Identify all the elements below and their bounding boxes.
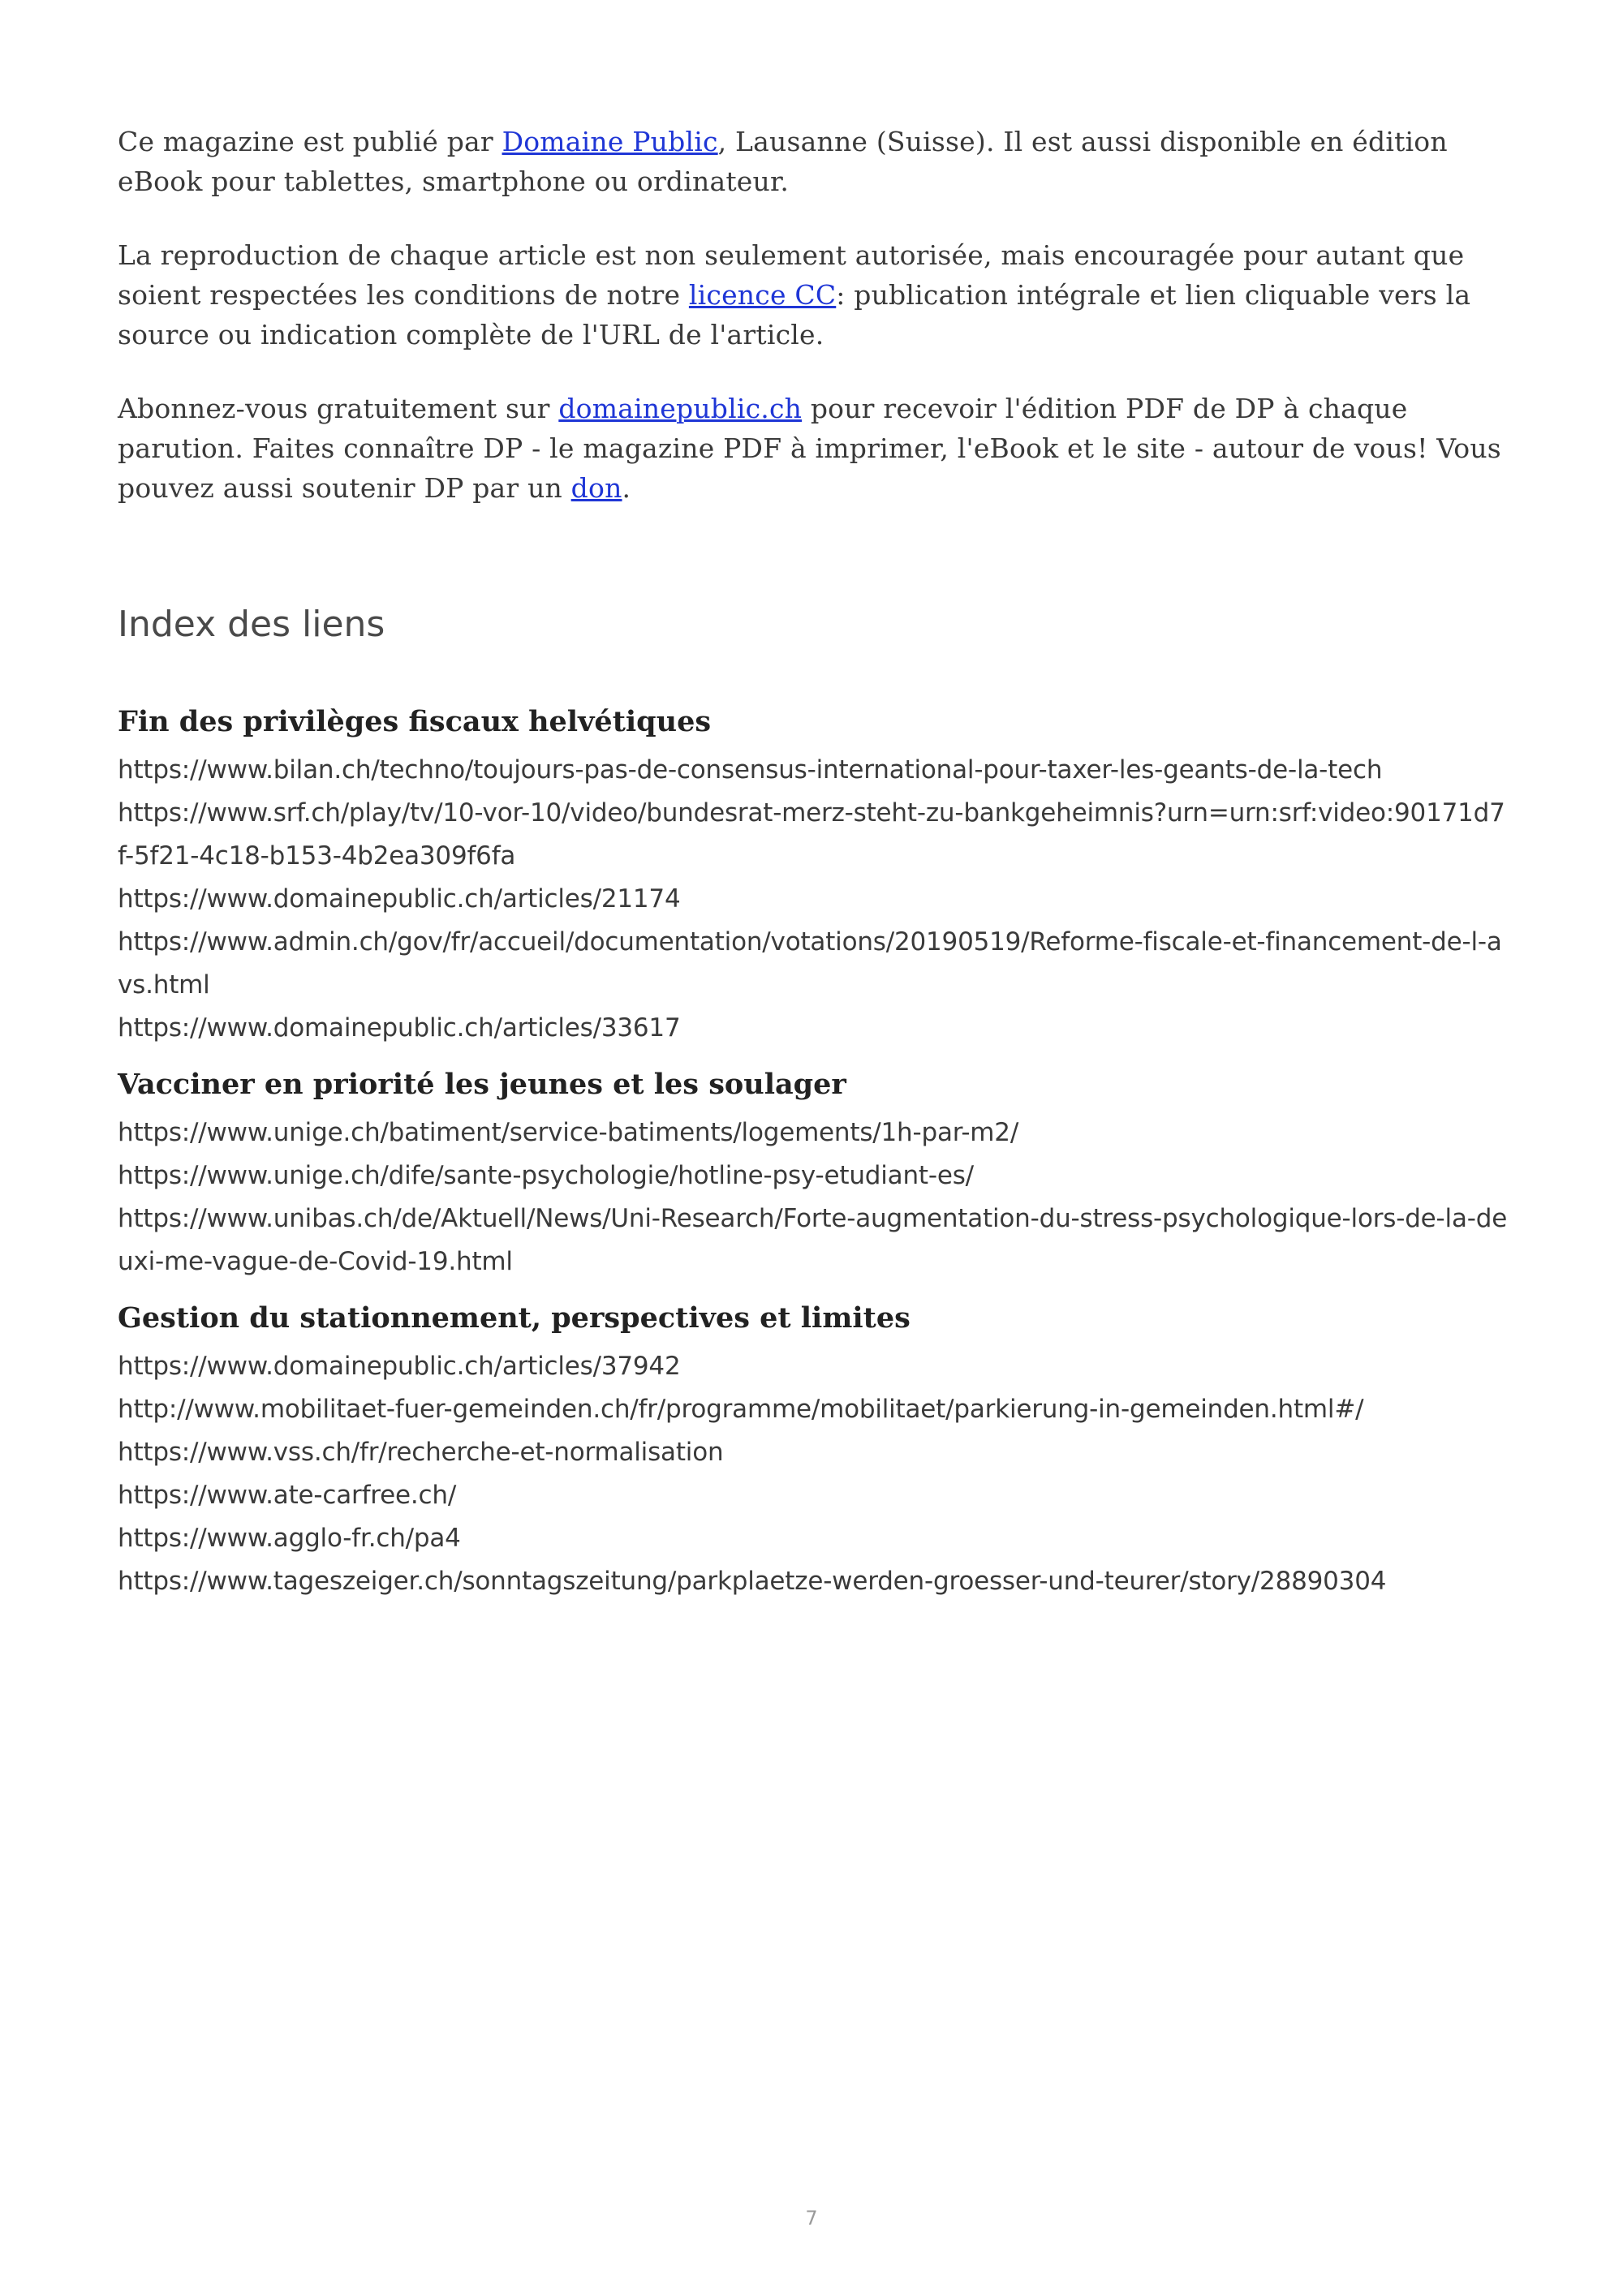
link-section-vaccination [118, 1066, 1509, 1283]
text-span: pour recevoir l'édition PDF de DP à chaque parution. Faites connaître DP - le magazine PDF à imprimer, l'eBook et le site - autour de vous! Vous pouvez aussi soutenir DP par un [118, 393, 1501, 504]
intro-paragraph-publisher [118, 122, 1509, 201]
section-heading: Vacciner en priorité les jeunes et les soulager [118, 1068, 846, 1101]
licence-cc-link[interactable]: licence CC [688, 279, 837, 311]
text-span: . [622, 472, 631, 504]
url-link[interactable]: https://www.domainepublic.ch/articles/37942 [118, 1352, 681, 1381]
page-number: 7 [805, 2207, 818, 2229]
index-title: Index des liens [118, 604, 385, 645]
intro-paragraph-subscribe [118, 389, 1509, 508]
url-link[interactable]: https://www.srf.ch/play/tv/10-vor-10/video/bundesrat-merz-steht-zu-bankgeheimnis?urn=urn:srf:video:90171d7f-5f21-4c18-b153-4b2ea309f6fa [118, 798, 1505, 871]
text-span: Ce magazine est publié par [118, 126, 502, 157]
url-link[interactable]: https://www.bilan.ch/techno/toujours-pas-de-consensus-international-pour-taxer-les-geants-de-la-tech [118, 755, 1383, 785]
url-link[interactable]: https://www.unibas.ch/de/Aktuell/News/Uni-Research/Forte-augmentation-du-stress-psychologique-lors-de-la-deuxi-me-vague-de-Covid-19.html [118, 1204, 1508, 1276]
url-link[interactable]: https://www.domainepublic.ch/articles/21174 [118, 884, 681, 914]
intro-paragraph-license [118, 235, 1509, 355]
url-link[interactable]: https://www.ate-carfree.ch/ [118, 1481, 457, 1510]
url-link[interactable]: https://www.domainepublic.ch/articles/33617 [118, 1013, 681, 1043]
text-span: : publication intégrale et lien cliquable vers la source ou indication complète de l'URL de l'article. [118, 279, 1471, 350]
text-span: Abonnez-vous gratuitement sur [118, 393, 559, 424]
section-heading: Gestion du stationnement, perspectives et limites [118, 1301, 911, 1335]
url-link[interactable]: https://www.agglo-fr.ch/pa4 [118, 1524, 461, 1553]
text-span: , Lausanne (Suisse). Il est aussi disponible en édition eBook pour tablettes, smartphone ou ordinateur. [118, 126, 1448, 197]
domainepublic-link[interactable]: domainepublic.ch [558, 393, 803, 424]
text-span: La reproduction de chaque article est non seulement autorisée, mais encouragée pour autant que soient respectées les conditions de notre [118, 239, 1465, 311]
url-link[interactable]: https://www.unige.ch/dife/sante-psychologie/hotline-psy-etudiant-es/ [118, 1161, 974, 1190]
don-link[interactable]: don [570, 472, 622, 504]
link-section-parking [118, 1300, 1509, 1603]
domaine-public-link[interactable]: Domaine Public [502, 126, 718, 157]
document-page [118, 122, 1509, 1619]
link-section-fiscal [118, 703, 1509, 1050]
url-link[interactable]: https://www.vss.ch/fr/recherche-et-normalisation [118, 1438, 724, 1467]
section-heading: Fin des privilèges fiscaux helvétiques [118, 705, 712, 738]
url-link[interactable]: https://www.admin.ch/gov/fr/accueil/documentation/votations/20190519/Reforme-fiscale-et-financement-de-l-avs.html [118, 927, 1502, 1000]
url-link[interactable]: http://www.mobilitaet-fuer-gemeinden.ch/fr/programme/mobilitaet/parkierung-in-gemeinden.html#/ [118, 1395, 1364, 1424]
url-link[interactable]: https://www.tageszeiger.ch/sonntagszeitung/parkplaetze-werden-groesser-und-teurer/story/28890304 [118, 1567, 1387, 1596]
url-link[interactable]: https://www.unige.ch/batiment/service-batiments/logements/1h-par-m2/ [118, 1118, 1019, 1147]
